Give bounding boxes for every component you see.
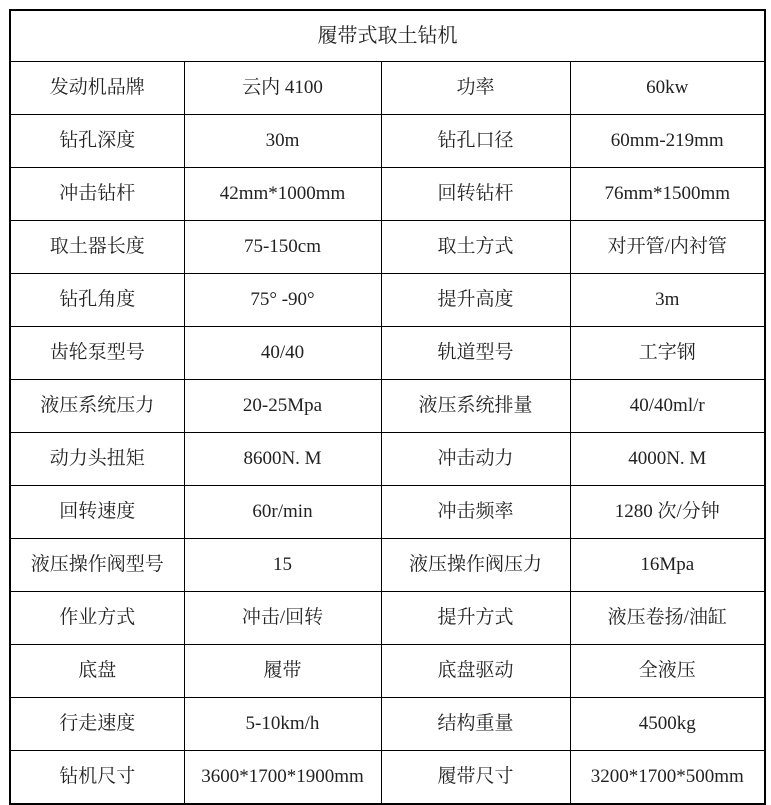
spec-value-cell: 40/40 xyxy=(184,327,381,380)
spec-label-cell: 钻孔角度 xyxy=(10,274,184,327)
spec-value-cell: 3200*1700*500mm xyxy=(570,751,765,805)
spec-row xyxy=(10,168,765,221)
spec-label-cell: 钻机尺寸 xyxy=(10,751,184,805)
spec-label-cell: 结构重量 xyxy=(381,698,570,751)
spec-value-cell: 30m xyxy=(184,115,381,168)
spec-row xyxy=(10,327,765,380)
spec-row xyxy=(10,539,765,592)
spec-label-cell: 液压系统压力 xyxy=(10,380,184,433)
spec-label-cell: 取土方式 xyxy=(381,221,570,274)
spec-label-cell: 底盘 xyxy=(10,645,184,698)
spec-label-cell: 行走速度 xyxy=(10,698,184,751)
spec-value-cell: 76mm*1500mm xyxy=(570,168,765,221)
spec-row xyxy=(10,433,765,486)
spec-value-cell: 3600*1700*1900mm xyxy=(184,751,381,805)
spec-label-cell: 液压操作阀压力 xyxy=(381,539,570,592)
spec-value-cell: 4500kg xyxy=(570,698,765,751)
spec-label-cell: 回转速度 xyxy=(10,486,184,539)
spec-label-cell: 发动机品牌 xyxy=(10,62,184,115)
spec-value-cell: 履带 xyxy=(184,645,381,698)
spec-value-cell: 60kw xyxy=(570,62,765,115)
spec-label-cell: 取土器长度 xyxy=(10,221,184,274)
spec-label-cell: 提升方式 xyxy=(381,592,570,645)
table-title: 履带式取土钻机 xyxy=(10,10,765,62)
spec-row xyxy=(10,645,765,698)
spec-row xyxy=(10,221,765,274)
spec-value-cell: 40/40ml/r xyxy=(570,380,765,433)
spec-value-cell: 60mm-219mm xyxy=(570,115,765,168)
spec-value-cell: 液压卷扬/油缸 xyxy=(570,592,765,645)
spec-value-cell: 16Mpa xyxy=(570,539,765,592)
spec-value-cell: 5-10km/h xyxy=(184,698,381,751)
spec-row xyxy=(10,62,765,115)
spec-label-cell: 功率 xyxy=(381,62,570,115)
table-title-row xyxy=(10,10,765,62)
spec-label-cell: 履带尺寸 xyxy=(381,751,570,805)
spec-row xyxy=(10,274,765,327)
spec-row xyxy=(10,751,765,805)
spec-table xyxy=(9,9,766,805)
spec-label-cell: 动力头扭矩 xyxy=(10,433,184,486)
spec-value-cell: 60r/min xyxy=(184,486,381,539)
spec-row xyxy=(10,698,765,751)
spec-row xyxy=(10,115,765,168)
spec-value-cell: 冲击/回转 xyxy=(184,592,381,645)
spec-value-cell: 云内 4100 xyxy=(184,62,381,115)
spec-label-cell: 提升高度 xyxy=(381,274,570,327)
spec-label-cell: 底盘驱动 xyxy=(381,645,570,698)
spec-value-cell: 3m xyxy=(570,274,765,327)
spec-value-cell: 42mm*1000mm xyxy=(184,168,381,221)
spec-label-cell: 冲击钻杆 xyxy=(10,168,184,221)
spec-value-cell: 全液压 xyxy=(570,645,765,698)
spec-value-cell: 工字钢 xyxy=(570,327,765,380)
spec-label-cell: 钻孔深度 xyxy=(10,115,184,168)
spec-value-cell: 1280 次/分钟 xyxy=(570,486,765,539)
spec-row xyxy=(10,592,765,645)
spec-value-cell: 75-150cm xyxy=(184,221,381,274)
spec-label-cell: 液压操作阀型号 xyxy=(10,539,184,592)
spec-label-cell: 钻孔口径 xyxy=(381,115,570,168)
spec-label-cell: 回转钻杆 xyxy=(381,168,570,221)
spec-label-cell: 冲击频率 xyxy=(381,486,570,539)
spec-value-cell: 对开管/内衬管 xyxy=(570,221,765,274)
spec-label-cell: 液压系统排量 xyxy=(381,380,570,433)
spec-value-cell: 4000N. M xyxy=(570,433,765,486)
spec-value-cell: 8600N. M xyxy=(184,433,381,486)
spec-label-cell: 轨道型号 xyxy=(381,327,570,380)
spec-value-cell: 15 xyxy=(184,539,381,592)
spec-value-cell: 75° -90° xyxy=(184,274,381,327)
spec-row xyxy=(10,380,765,433)
spec-value-cell: 20-25Mpa xyxy=(184,380,381,433)
spec-label-cell: 冲击动力 xyxy=(381,433,570,486)
spec-label-cell: 齿轮泵型号 xyxy=(10,327,184,380)
spec-row xyxy=(10,486,765,539)
spec-label-cell: 作业方式 xyxy=(10,592,184,645)
